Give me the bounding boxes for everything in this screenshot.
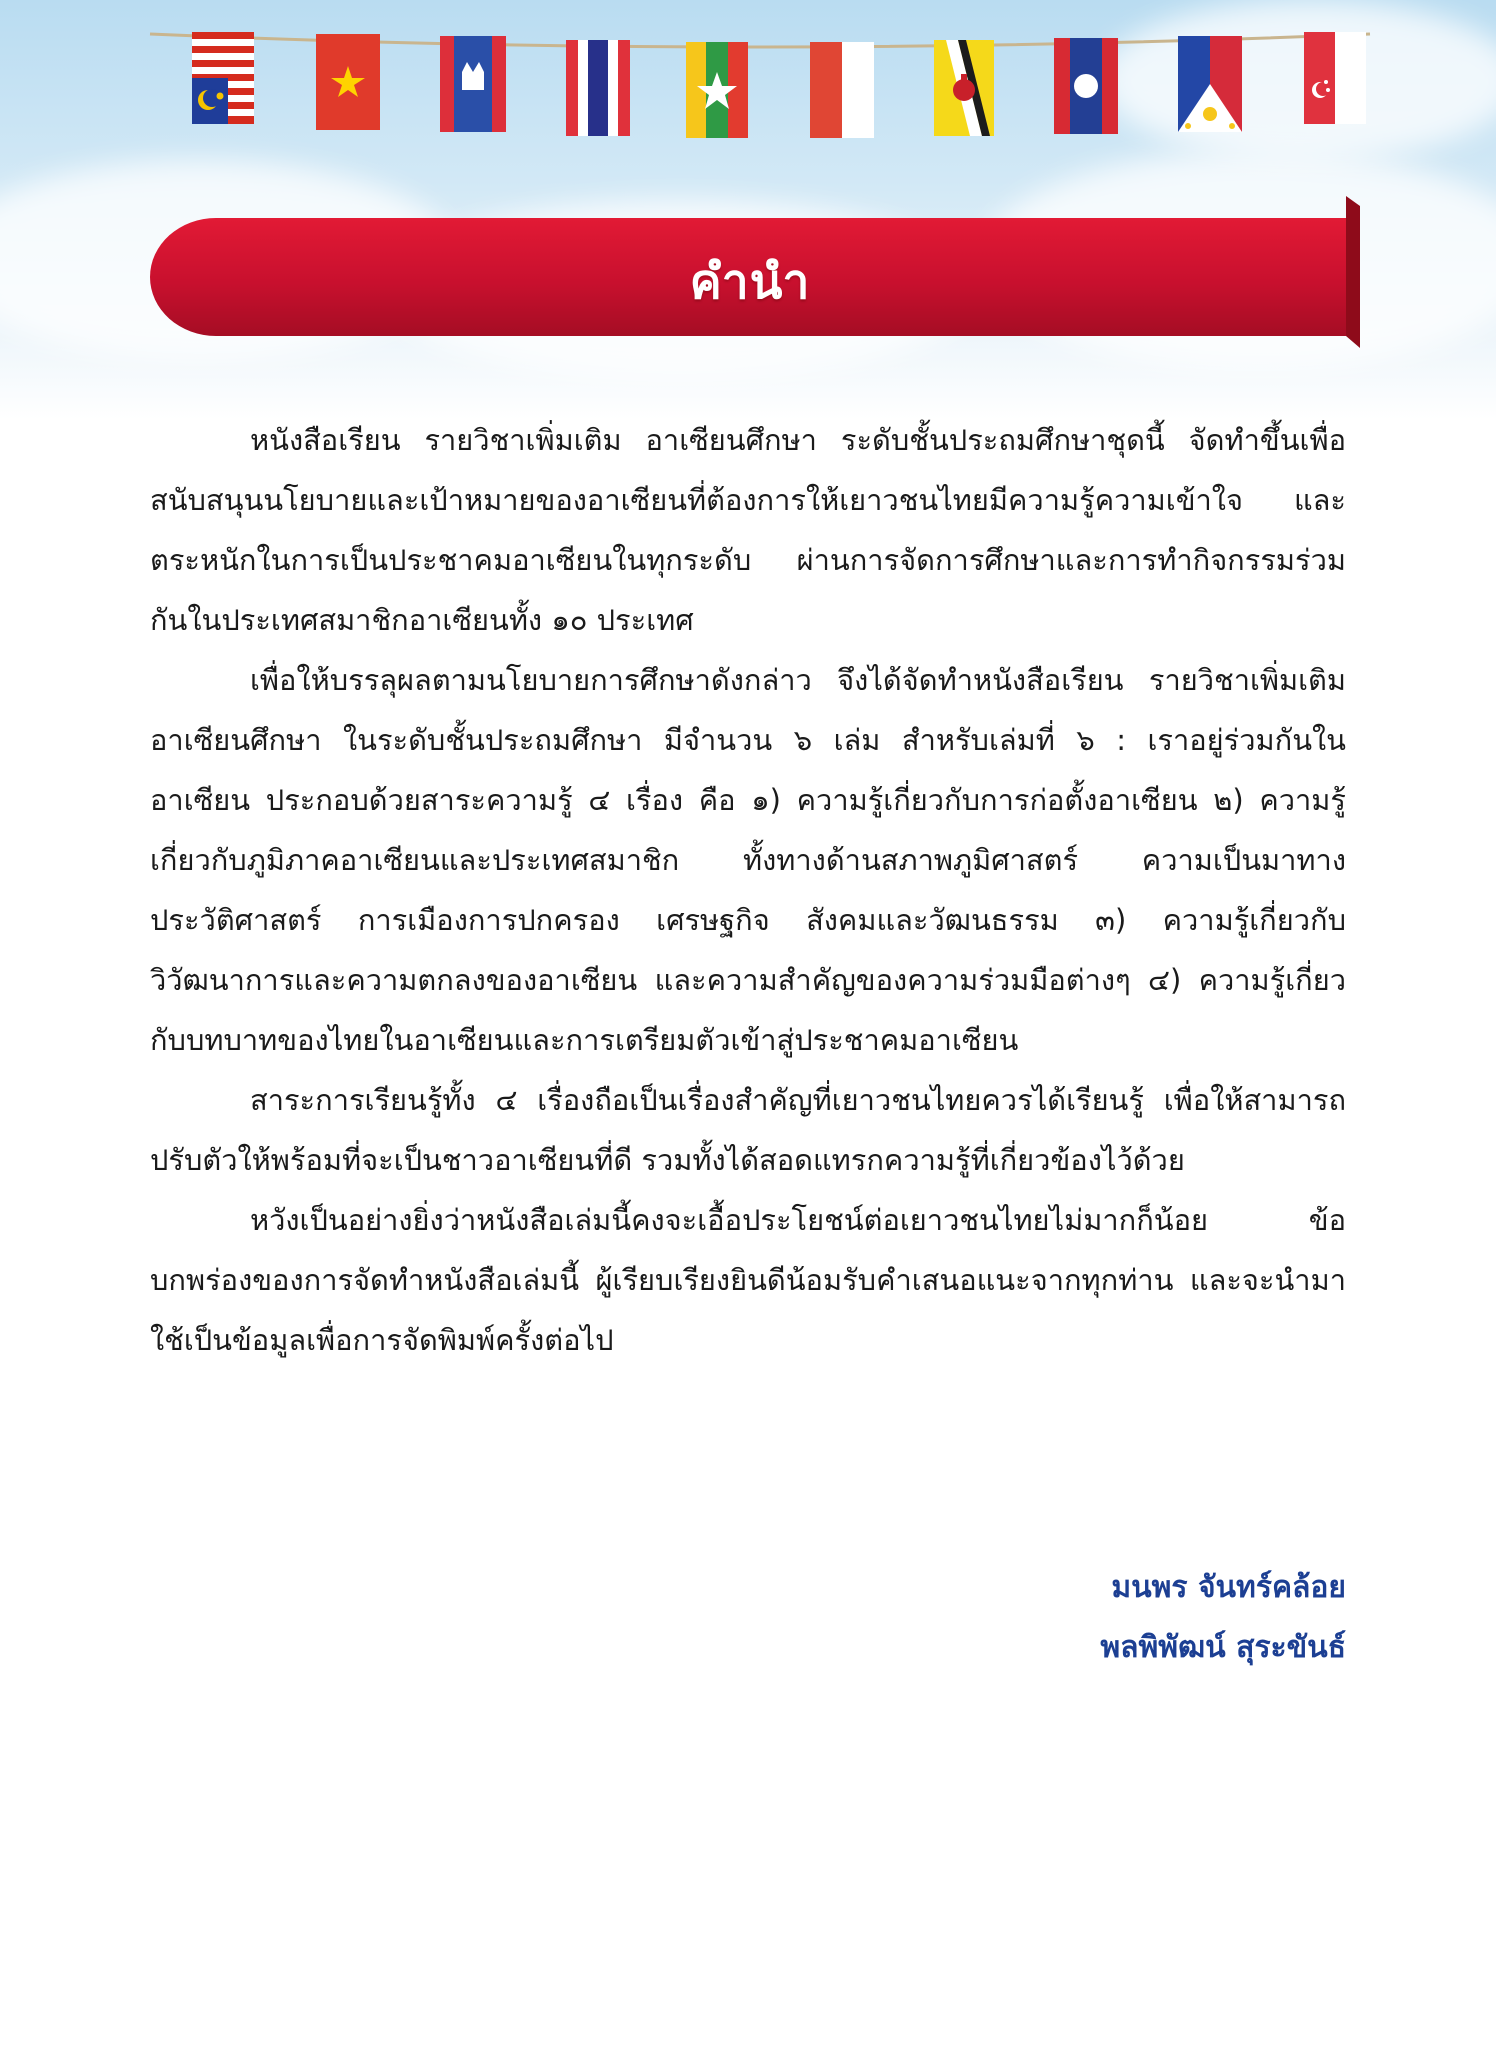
author-name-2: พลพิพัฒน์ สุระขันธ์ xyxy=(1100,1630,1346,1665)
signature-block xyxy=(900,1558,1346,1678)
page-title: คำนำ xyxy=(689,254,811,310)
foreword-body xyxy=(150,410,1346,1370)
paragraph-1: หนังสือเรียน รายวิชาเพิ่มเติม อาเซียนศึกษา ระดับชั้นประถมศึกษาชุดนี้ จัดทำขึ้นเพื่อสนับสนุนนโยบายและเป้าหมายของอาเซียนที่ต้องการให้เยาวชนไทยมีความรู้ความเข้าใจ และตระหนักในการเป็นประชาคมอาเซียนในทุกระดับ ผ่านการจัดการศึกษาและการทำกิจกรรมร่วมกันในประเทศสมาชิกอาเซียนทั้ง ๑๐ ประเทศ xyxy=(150,423,1346,637)
paragraph-3: สาระการเรียนรู้ทั้ง ๔ เรื่องถือเป็นเรื่องสำคัญที่เยาวชนไทยควรได้เรียนรู้ เพื่อให้สามารถปรับตัวให้พร้อมที่จะเป็นชาวอาเซียนที่ดี รวมทั้งได้สอดแทรกความรู้ที่เกี่ยวข้องไว้ด้วย xyxy=(150,1083,1346,1177)
paragraph-2: เพื่อให้บรรลุผลตามนโยบายการศึกษาดังกล่าว จึงได้จัดทำหนังสือเรียน รายวิชาเพิ่มเติม อาเซียนศึกษา ในระดับชั้นประถมศึกษา มีจำนวน ๖ เล่ม สำหรับเล่มที่ ๖ : เราอยู่ร่วมกันในอาเซียน ประกอบด้วยสาระความรู้ ๔ เรื่อง คือ ๑) ความรู้เกี่ยวกับการก่อตั้งอาเซียน ๒) ความรู้เกี่ยวกับภูมิภาคอาเซียนและประเทศสมาชิก ทั้งทางด้านสภาพภูมิศาสตร์ ความเป็นมาทางประวัติศาสตร์ การเมืองการปกครอง เศรษฐกิจ สังคมและวัฒนธรรม ๓) ความรู้เกี่ยวกับวิวัฒนาการและความตกลงของอาเซียน และความสำคัญของความร่วมมือต่างๆ ๔) ความรู้เกี่ยวกับบทบาทของไทยในอาเซียนและการเตรียมตัวเข้าสู่ประชาคมอาเซียน xyxy=(150,663,1346,1057)
author-name-1: มนพร จันทร์คล้อย xyxy=(1111,1570,1346,1605)
paragraph-4: หวังเป็นอย่างยิ่งว่าหนังสือเล่มนี้คงจะเอื้อประโยชน์ต่อเยาวชนไทยไม่มากก็น้อย ข้อบกพร่องของการจัดทำหนังสือเล่มนี้ ผู้เรียบเรียงยินดีน้อมรับคำเสนอแนะจากทุกท่าน และจะนำมาใช้เป็นข้อมูลเพื่อการจัดพิมพ์ครั้งต่อไป xyxy=(150,1203,1346,1357)
